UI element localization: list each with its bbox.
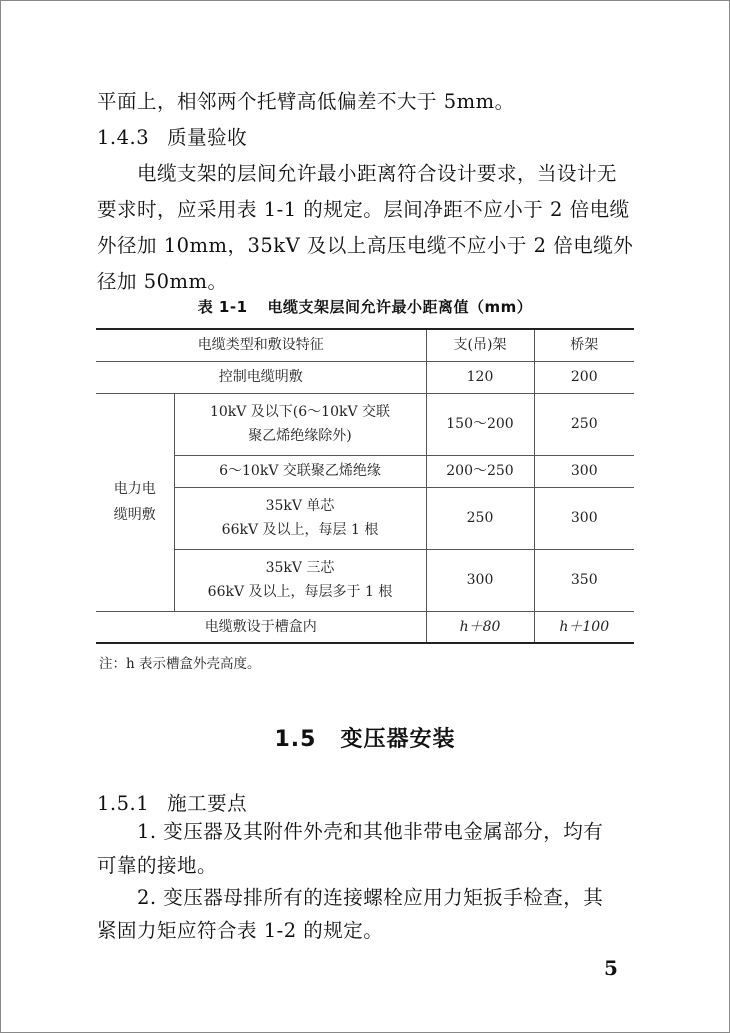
table-header-row [96, 329, 634, 361]
row-label: 电缆敷设于槽盒内 [96, 611, 426, 643]
paragraph-line: 外径加 10mm，35kV 及以上高压电缆不应小于 2 倍电缆外 [97, 234, 634, 257]
table-row [96, 361, 634, 393]
table-row [96, 549, 634, 611]
row-label [174, 487, 426, 549]
paragraph-line: 要求时，应采用表 1-1 的规定。层间净距不应小于 2 倍电缆 [97, 198, 630, 221]
bracket-value: 120 [426, 361, 534, 393]
bracket-value: 250 [426, 487, 534, 549]
tray-value: 300 [534, 455, 634, 487]
tray-value: 250 [534, 393, 634, 455]
table-note: 注：h 表示槽盒外壳高度。 [99, 656, 261, 672]
tray-value: 200 [534, 361, 634, 393]
table-row [96, 393, 634, 455]
table-row [96, 611, 634, 643]
table-caption: 电缆支架层间允许最小距离值（mm） [267, 298, 533, 316]
list-item-line: 紧固力矩应符合表 1-2 的规定。 [97, 919, 384, 942]
row-label-line: 聚乙烯绝缘除外) [248, 428, 352, 444]
bracket-value: h＋80 [426, 611, 534, 643]
header-cell: 桥架 [534, 329, 634, 361]
tray-value: h＋100 [534, 611, 634, 643]
section-heading [0, 722, 730, 753]
row-label: 6～10kV 交联聚乙烯绝缘 [174, 455, 426, 487]
header-cell: 支(吊)架 [426, 329, 534, 361]
list-item-line: 1. 变压器及其附件外壳和其他非带电金属部分，均有 [137, 820, 604, 843]
table-number: 表 1-1 [197, 298, 248, 316]
section-title: 变压器安装 [340, 727, 456, 752]
row-label-line: 35kV 三芯 [265, 560, 335, 576]
row-label-line: 35kV 单芯 [265, 498, 335, 514]
row-label [174, 549, 426, 611]
row-label-line: 66kV 及以上，每层 1 根 [221, 522, 379, 538]
subsection-title: 质量验收 [167, 126, 248, 149]
list-item-line: 可靠的接地。 [97, 854, 218, 877]
subsection-heading [97, 120, 642, 156]
group-label-text: 电力电缆明敷 [113, 481, 156, 523]
spacing-table [96, 328, 634, 644]
table-title [0, 296, 730, 317]
row-label: 控制电缆明敷 [96, 361, 426, 393]
header-cell: 电缆类型和敷设特征 [96, 329, 426, 361]
list-item-line: 2. 变压器母排所有的连接螺栓应用力矩扳手检查，其 [137, 886, 604, 909]
bracket-value: 200～250 [426, 455, 534, 487]
section-number: 1.5 [274, 727, 317, 752]
row-label-line: 10kV 及以下(6～10kV 交联 [209, 404, 391, 420]
paragraph-line: 径加 50mm。 [97, 270, 228, 293]
table-row [96, 487, 634, 549]
subsection-number: 1.5.1 [97, 792, 150, 815]
bracket-value: 150～200 [426, 393, 534, 455]
subsection-title: 施工要点 [167, 792, 248, 815]
tray-value: 300 [534, 487, 634, 549]
paragraph-line: 电缆支架的层间允许最小距离符合设计要求，当设计无 [137, 162, 618, 185]
page-number: 5 [604, 956, 618, 980]
power-cable-group-label [96, 393, 174, 611]
tray-value: 350 [534, 549, 634, 611]
table-row [96, 455, 634, 487]
row-label [174, 393, 426, 455]
text-line: 平面上，相邻两个托臂高低偏差不大于 5mm。 [97, 90, 515, 113]
bracket-value: 300 [426, 549, 534, 611]
row-label-line: 66kV 及以上，每层多于 1 根 [207, 584, 393, 600]
subsection-number: 1.4.3 [97, 126, 150, 149]
